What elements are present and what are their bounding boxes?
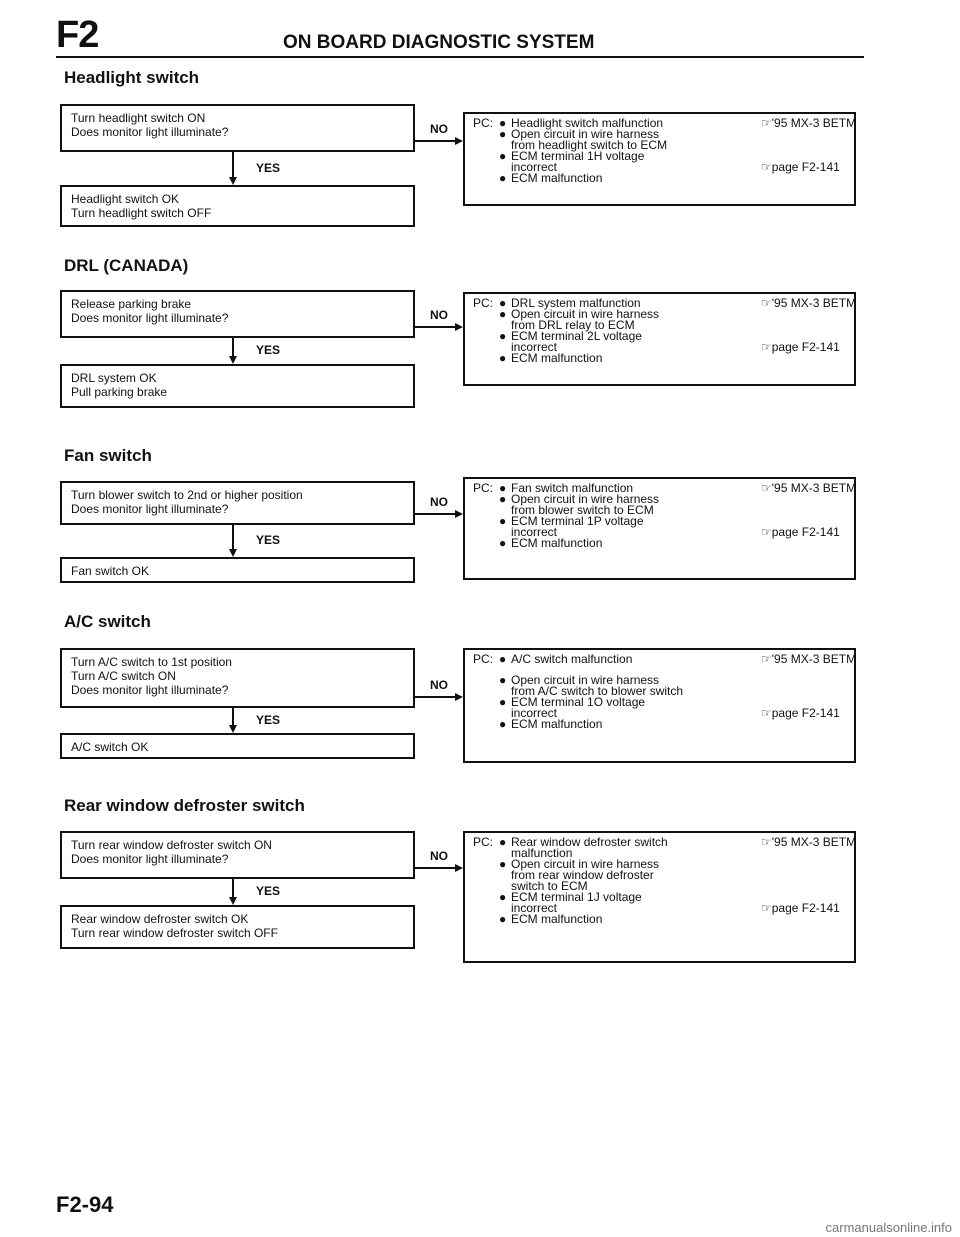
cause-text (511, 538, 761, 549)
pc-prefix: PC: (473, 116, 494, 130)
no-label: NO (430, 495, 448, 509)
cause-item (473, 494, 846, 516)
cause-text (511, 892, 761, 914)
pc-prefix-spacer (473, 331, 499, 353)
no-arrow-icon (455, 693, 463, 701)
check-step-box (60, 481, 415, 525)
yes-label: YES (256, 343, 281, 357)
pc-prefix-spacer (473, 914, 499, 925)
cause-text (511, 697, 761, 719)
bullet-icon: ● (499, 492, 507, 506)
no-connector (415, 513, 457, 515)
cause-line: Open circuit in wire harness (511, 127, 660, 141)
ok-result-line: Turn headlight switch OFF (71, 206, 212, 220)
pc-prefix: PC: (473, 835, 494, 849)
cause-text (511, 516, 761, 538)
cause-reference: ☞page F2-141 (761, 340, 840, 354)
cause-reference: ☞'95 MX-3 BETM (761, 835, 857, 849)
pc-prefix-spacer (473, 173, 499, 184)
cause-reference: ☞page F2-141 (761, 525, 840, 539)
yes-arrow-icon (229, 356, 237, 364)
no-label: NO (430, 308, 448, 322)
possible-cause-box (463, 112, 856, 206)
cause-line: Open circuit in wire harness (511, 492, 660, 506)
check-step-line: Does monitor light illuminate? (71, 683, 229, 697)
cause-text (511, 494, 761, 516)
page-number: F2-94 (56, 1192, 114, 1217)
cause-reference (761, 914, 846, 925)
cause-reference (761, 494, 846, 516)
cause-line: DRL system malfunction (511, 296, 641, 310)
cause-text (511, 837, 761, 859)
no-connector (415, 696, 457, 698)
yes-label: YES (256, 884, 281, 898)
cause-line: ECM malfunction (511, 171, 603, 185)
cause-text (511, 331, 761, 353)
check-step-box (60, 290, 415, 338)
pc-prefix-spacer (473, 151, 499, 173)
cause-line: incorrect (511, 706, 558, 720)
pc-prefix: PC: (473, 481, 494, 495)
bullet-icon: ● (499, 149, 507, 163)
cause-item (473, 675, 846, 697)
pc-prefix: PC: (473, 652, 494, 666)
ok-result-box (60, 185, 415, 227)
yes-connector (232, 525, 234, 551)
ok-result-line: Rear window defroster switch OK (71, 912, 249, 926)
yes-label: YES (256, 533, 281, 547)
cause-reference: ☞'95 MX-3 BETM (761, 652, 857, 666)
ok-result-box (60, 364, 415, 408)
check-step-line: Turn A/C switch to 1st position (71, 655, 232, 669)
check-step-line: Release parking brake (71, 297, 192, 311)
section-title: Rear window defroster switch (64, 796, 305, 815)
possible-cause-box (463, 648, 856, 763)
cause-item (473, 914, 846, 925)
cause-line: Open circuit in wire harness (511, 307, 660, 321)
cause-line: Headlight switch malfunction (511, 116, 664, 130)
no-connector (415, 326, 457, 328)
check-step-line: Turn A/C switch ON (71, 669, 176, 683)
cause-line: ECM terminal 2L voltage (511, 329, 642, 343)
pc-prefix-spacer (473, 859, 499, 892)
bullet-icon: ● (499, 673, 507, 687)
cause-reference: ☞'95 MX-3 BETM (761, 116, 857, 130)
bullet-icon: ● (499, 912, 507, 926)
yes-connector (232, 338, 234, 358)
section-code: F2 (56, 14, 99, 56)
ok-result-box (60, 557, 415, 583)
cause-line: from DRL relay to ECM (511, 318, 635, 332)
bullet-icon: ● (499, 171, 507, 185)
cause-line: ECM malfunction (511, 536, 603, 550)
cause-item (473, 538, 846, 549)
cause-line: from headlight switch to ECM (511, 138, 668, 152)
pc-prefix-spacer (473, 697, 499, 719)
cause-line: ECM malfunction (511, 717, 603, 731)
bullet-icon: ● (499, 116, 507, 130)
bullet-icon: ● (499, 695, 507, 709)
cause-item (473, 859, 846, 892)
section-title: A/C switch (64, 612, 151, 631)
cause-line: Open circuit in wire harness (511, 673, 660, 687)
check-step-line: Does monitor light illuminate? (71, 852, 229, 866)
cause-line: ECM malfunction (511, 351, 603, 365)
cause-line: from blower switch to ECM (511, 503, 654, 517)
no-arrow-icon (455, 137, 463, 145)
ok-result-line: Fan switch OK (71, 564, 150, 578)
cause-text (511, 859, 761, 892)
cause-reference (761, 859, 846, 892)
cause-line: ECM terminal 1J voltage (511, 890, 642, 904)
cause-reference (761, 173, 846, 184)
ok-result-line: Turn rear window defroster switch OFF (71, 926, 278, 940)
yes-arrow-icon (229, 549, 237, 557)
cause-text (511, 129, 761, 151)
no-connector (415, 867, 457, 869)
bullet-icon: ● (499, 514, 507, 528)
ok-result-box (60, 905, 415, 949)
cause-line: ECM terminal 1H voltage (511, 149, 645, 163)
bullet-icon: ● (499, 127, 507, 141)
bullet-icon: ● (499, 307, 507, 321)
cause-item (473, 835, 857, 860)
cause-item (473, 652, 857, 666)
check-step-box (60, 648, 415, 708)
bullet-icon: ● (499, 835, 507, 849)
ok-result-line: A/C switch OK (71, 740, 149, 754)
yes-arrow-icon (229, 725, 237, 733)
yes-label: YES (256, 160, 281, 175)
cause-item (473, 173, 846, 184)
cause-item (473, 309, 846, 331)
cause-text (511, 173, 761, 184)
cause-line: ECM malfunction (511, 912, 603, 926)
cause-item (473, 353, 846, 364)
cause-line: Fan switch malfunction (511, 481, 634, 495)
header-divider (56, 56, 864, 58)
cause-item (473, 151, 846, 173)
bullet-icon: ● (499, 296, 507, 310)
cause-item (473, 129, 846, 151)
cause-item (473, 892, 846, 914)
yes-arrow-icon (229, 177, 237, 185)
cause-line: Rear window defroster switch (511, 835, 668, 849)
yes-label: YES (256, 712, 281, 727)
yes-connector (232, 152, 234, 179)
pc-prefix-spacer (473, 494, 499, 516)
cause-reference (761, 353, 846, 364)
cause-reference (761, 675, 846, 697)
cause-text (511, 914, 761, 925)
cause-line: incorrect (511, 525, 558, 539)
bullet-icon: ● (499, 351, 507, 365)
check-step-line: Turn headlight switch ON (71, 111, 206, 125)
no-arrow-icon (455, 323, 463, 331)
cause-reference: ☞'95 MX-3 BETM (761, 481, 857, 495)
check-step-line: Does monitor light illuminate? (71, 125, 229, 139)
section-title: Headlight switch (64, 68, 200, 87)
bullet-icon: ● (499, 652, 507, 666)
possible-cause-box (463, 292, 856, 386)
cause-text (511, 309, 761, 331)
bullet-icon: ● (499, 329, 507, 343)
no-connector (415, 140, 457, 142)
pc-prefix-spacer (473, 353, 499, 364)
cause-reference: ☞page F2-141 (761, 901, 840, 915)
bullet-icon: ● (499, 481, 507, 495)
bullet-icon: ● (499, 857, 507, 871)
cause-text (511, 675, 761, 697)
pc-prefix-spacer (473, 516, 499, 538)
section-title: DRL (CANADA) (64, 256, 189, 275)
check-step-line: Turn rear window defroster switch ON (71, 838, 272, 852)
no-arrow-icon (455, 864, 463, 872)
cause-reference (761, 129, 846, 151)
no-arrow-icon (455, 510, 463, 518)
pc-prefix: PC: (473, 296, 494, 310)
cause-line: incorrect (511, 901, 558, 915)
page-title: ON BOARD DIAGNOSTIC SYSTEM (283, 32, 595, 53)
pc-prefix-spacer (473, 129, 499, 151)
cause-item (473, 719, 846, 730)
pc-prefix-spacer (473, 675, 499, 697)
pc-prefix-spacer (473, 892, 499, 914)
cause-reference: ☞page F2-141 (761, 706, 840, 720)
check-step-line: Does monitor light illuminate? (71, 502, 229, 516)
possible-cause-box (463, 831, 856, 963)
ok-result-line: Headlight switch OK (71, 192, 180, 206)
yes-arrow-icon (229, 897, 237, 905)
cause-item (473, 516, 846, 538)
bullet-icon: ● (499, 717, 507, 731)
cause-line: switch to ECM (511, 879, 588, 893)
cause-line: A/C switch malfunction (511, 652, 633, 666)
no-label: NO (430, 849, 448, 863)
ok-result-box (60, 733, 415, 759)
pc-prefix-spacer (473, 719, 499, 730)
cause-item (473, 331, 846, 353)
cause-text (511, 151, 761, 173)
cause-line: incorrect (511, 340, 558, 354)
cause-line: from A/C switch to blower switch (511, 684, 684, 698)
cause-reference (761, 719, 846, 730)
cause-line: from rear window defroster (511, 868, 654, 882)
cause-line: incorrect (511, 160, 558, 174)
possible-cause-box (463, 477, 856, 580)
cause-text (511, 719, 761, 730)
cause-reference (761, 309, 846, 331)
ok-result-line: DRL system OK (71, 371, 157, 385)
bullet-icon: ● (499, 890, 507, 904)
cause-line: ECM terminal 1P voltage (511, 514, 644, 528)
check-step-box (60, 104, 415, 152)
cause-reference: ☞'95 MX-3 BETM (761, 296, 857, 310)
cause-text (511, 654, 761, 665)
cause-reference: ☞page F2-141 (761, 160, 840, 174)
check-step-line: Turn blower switch to 2nd or higher position (71, 488, 303, 502)
yes-connector (232, 879, 234, 899)
section-title: Fan switch (64, 446, 152, 465)
cause-line: ECM terminal 1O voltage (511, 695, 646, 709)
cause-reference (761, 538, 846, 549)
no-label: NO (430, 678, 448, 692)
no-label: NO (430, 122, 448, 136)
cause-text (511, 353, 761, 364)
check-step-line: Does monitor light illuminate? (71, 311, 229, 325)
ok-result-line: Pull parking brake (71, 385, 168, 399)
check-step-box (60, 831, 415, 879)
watermark: carmanualsonline.info (825, 1220, 952, 1235)
cause-item (473, 697, 846, 719)
pc-prefix-spacer (473, 538, 499, 549)
cause-line: Open circuit in wire harness (511, 857, 660, 871)
cause-line: malfunction (511, 846, 573, 860)
bullet-icon: ● (499, 536, 507, 550)
pc-prefix-spacer (473, 309, 499, 331)
